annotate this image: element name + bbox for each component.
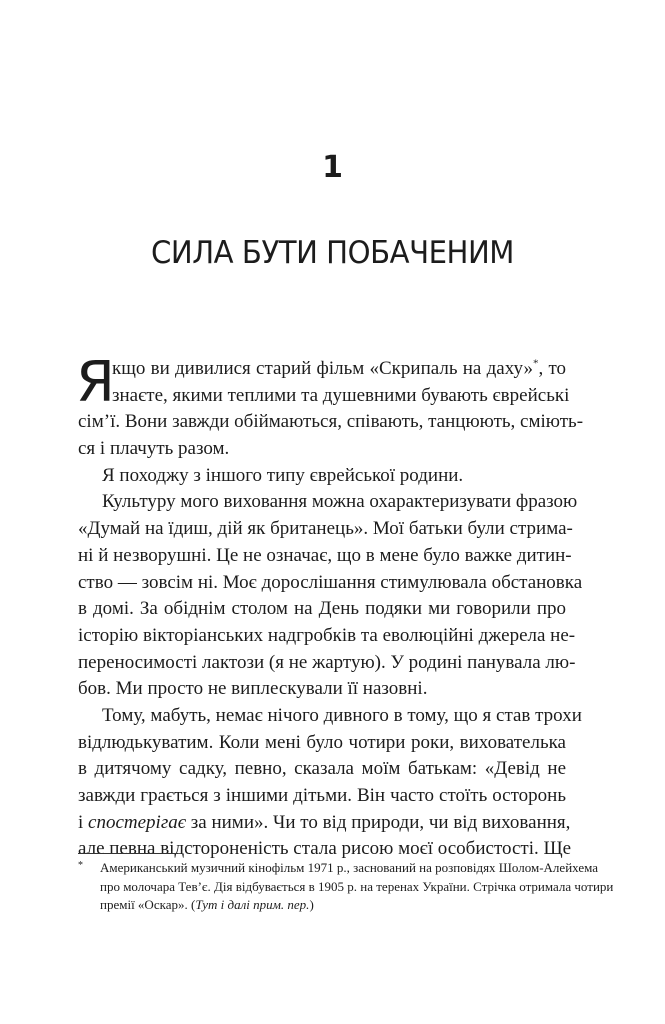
paragraph-4-line: Тому, мабуть, немає нічого дивного в тому, що я став трохи	[102, 704, 582, 726]
paragraph-4-line: завжди грається з іншими дітьми. Він часто стоїть осторонь	[78, 785, 566, 806]
paragraph-4-line: відлюдькуватим. Коли мені було чотири роки, вихователька	[78, 731, 566, 753]
footnote	[78, 859, 614, 915]
text-run: кщо ви дивилися старий фільм «Скрипаль на даху»	[112, 358, 533, 379]
chapter-number: 1	[322, 150, 343, 185]
paragraph-3-line: історію вікторіанських надгробків та еволюційні джерела не-	[78, 624, 576, 646]
paragraph-4-line	[78, 810, 571, 837]
drop-cap: Я	[76, 350, 115, 415]
footnote-divider	[78, 853, 178, 854]
emphasis: Тут і далі прим. пер.	[195, 897, 310, 912]
chapter-title: СИЛА БУТИ ПОБАЧЕНИМ	[151, 235, 514, 271]
paragraph-4-line: але певна відстороненість стала рисою моєї особистості. Ще	[78, 838, 572, 860]
paragraph-3-line: ні й незворушні. Це не означає, що в мене було важке дитин-	[78, 544, 572, 566]
paragraph-1-line: знаєте, якими теплими та душевними бувають єврейські	[112, 384, 570, 406]
paragraph-2-line: Я походжу з іншого типу єврейської родини.	[102, 464, 464, 486]
paragraph-3-line: бов. Ми просто не виплескували її назовні.	[78, 678, 428, 700]
footnote-line: про молочара Тев’є. Дія відбувається в 1905 р. на теренах України. Стрічка отримала чотири	[100, 878, 614, 894]
text-run: премії «Оскар». (	[100, 897, 196, 912]
text-run: і	[78, 811, 89, 833]
footnote-line: Американський музичний кінофільм 1971 р., заснований на розповідях Шолом-Алейхема	[100, 860, 599, 875]
paragraph-3-line: в домі. За обіднім столом на День подяки ми говорили про	[78, 598, 566, 620]
body-text	[76, 350, 584, 863]
footnote-line	[78, 896, 566, 915]
paragraph-1-line: ся і плачуть разом.	[78, 438, 230, 460]
paragraph-1-line	[78, 356, 566, 383]
footnote-marker: *	[78, 860, 83, 871]
paragraph-3-line: Культуру мого виховання можна охарактеризувати фразою	[102, 491, 578, 513]
paragraph-3-line: ство — зовсім ні. Моє дорослішання стимулювала обстановка	[78, 571, 583, 593]
emphasis: спостерігає	[88, 811, 187, 833]
paragraph-1-line: сім’ї. Вони завжди обіймаються, співають, танцюють, сміють-	[78, 411, 584, 433]
paragraph-3-line: переносимості лактози (я не жартую). У родині панувала лю-	[78, 651, 576, 673]
text-run: , то	[538, 358, 566, 379]
paragraph-4-line: в дитячому садку, певно, сказала моїм батькам: «Девід не	[78, 758, 566, 780]
text-run: )	[309, 897, 314, 912]
footnote-reference: *	[532, 357, 539, 370]
text-run: за ними». Чи то від природи, чи від виховання,	[186, 811, 571, 833]
paragraph-3-line: «Думай на їдиш, дій як британець». Мої батьки були стрима-	[78, 518, 573, 540]
